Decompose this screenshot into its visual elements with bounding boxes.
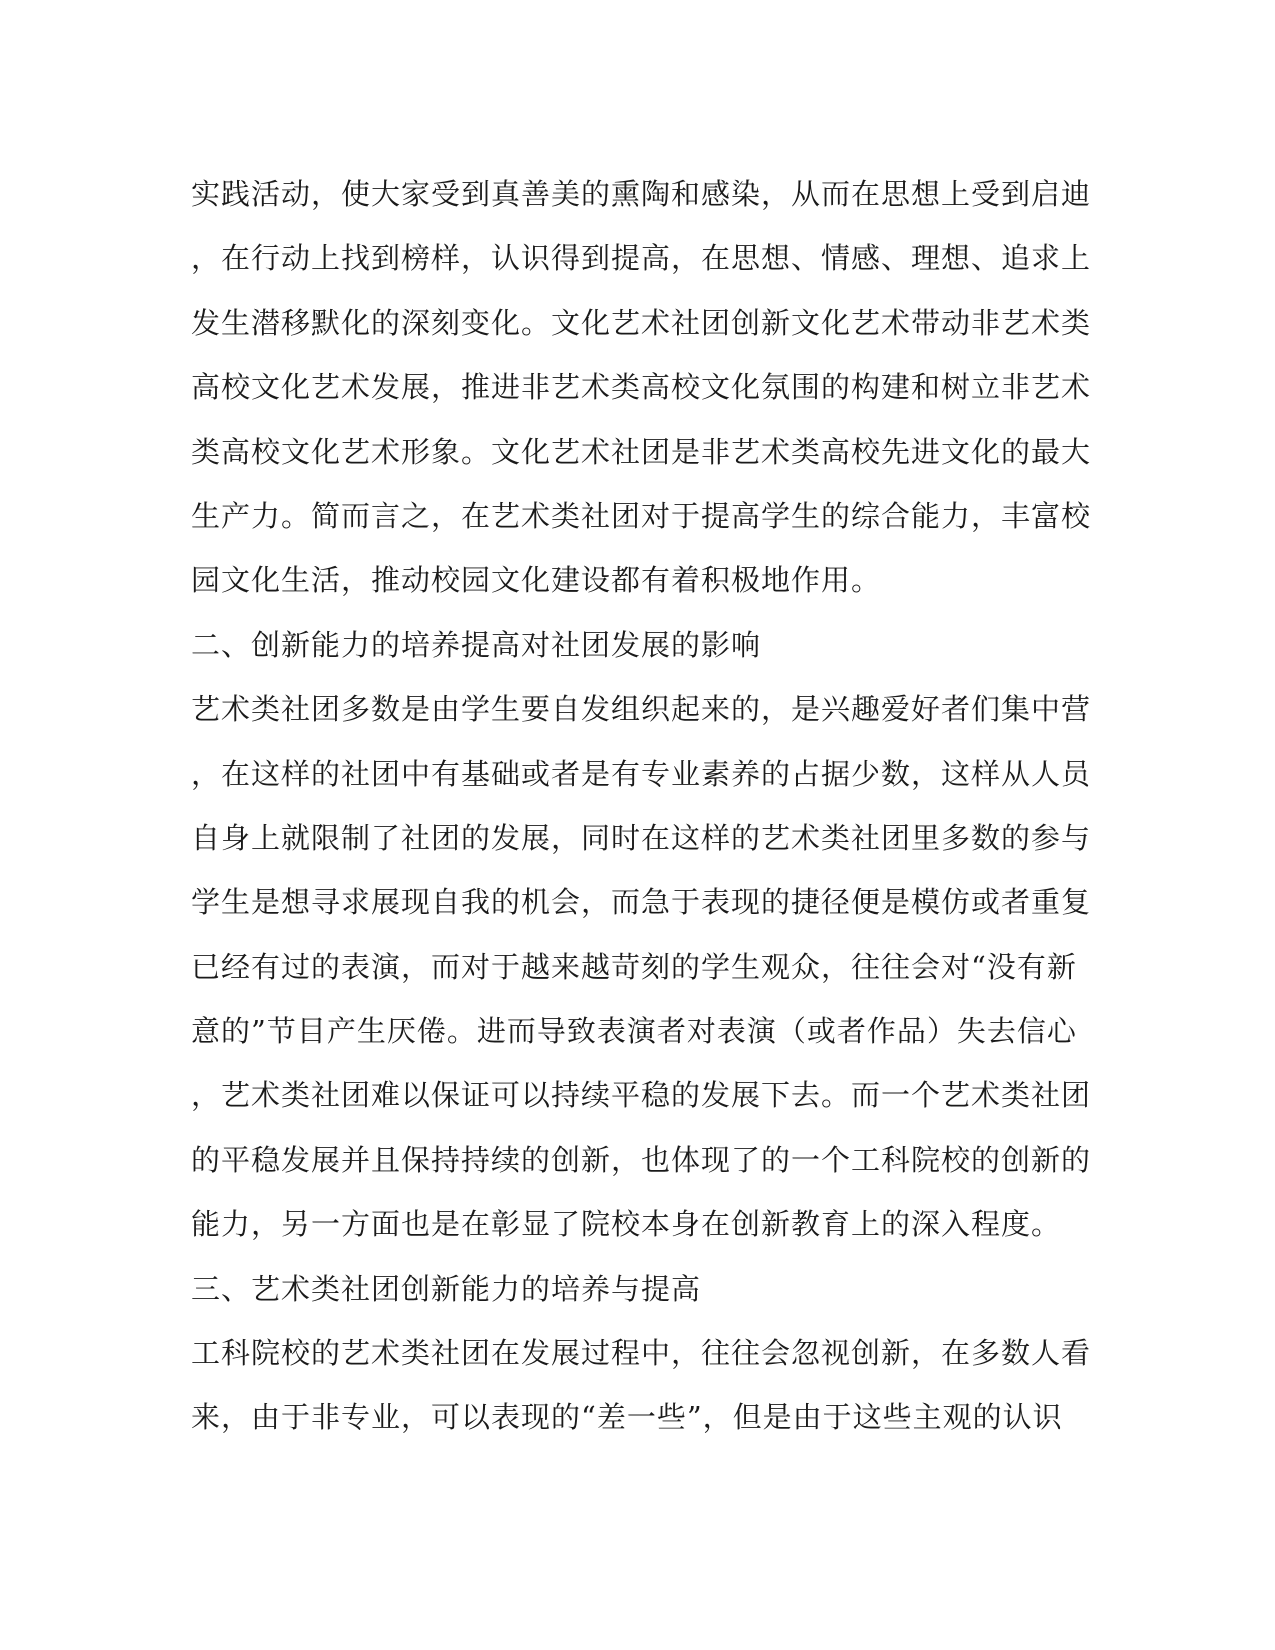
text-line: 工科院校的艺术类社团在发展过程中，往往会忽视创新，在多数人看 [191,1336,1092,1371]
text-line: 自身上就限制了社团的发展，同时在这样的艺术类社团里多数的参与 [191,820,1092,855]
text-line: 能力，另一方面也是在彰显了院校本身在创新教育上的深入程度。 [191,1207,1062,1242]
body-text [191,162,1092,1450]
text-line: 意的”节目产生厌倦。进而导致表演者对表演（或者作品）失去信心 [191,1014,1077,1049]
text-line: 生产力。简而言之，在艺术类社团对于提高学生的综合能力，丰富校 [191,498,1092,533]
text-line: 类高校文化艺术形象。文化艺术社团是非艺术类高校先进文化的最大 [191,434,1092,469]
text-line: ，艺术类社团难以保证可以持续平稳的发展下去。而一个艺术类社团 [191,1078,1092,1113]
section-heading: 三、艺术类社团创新能力的培养与提高 [191,1271,702,1306]
text-line: ，在这样的社团中有基础或者是有专业素养的占据少数，这样从人员 [191,756,1092,791]
text-line: 已经有过的表演，而对于越来越苛刻的学生观众，往往会对“没有新 [191,949,1077,984]
section-heading: 二、创新能力的培养提高对社团发展的影响 [191,627,762,662]
text-line: 高校文化艺术发展，推进非艺术类高校文化氛围的构建和树立非艺术 [191,370,1092,405]
text-line: 发生潜移默化的深刻变化。文化艺术社团创新文化艺术带动非艺术类 [191,305,1092,340]
text-line: 的平稳发展并且保持持续的创新，也体现了的一个工科院校的创新的 [191,1142,1092,1177]
text-line: 学生是想寻求展现自我的机会，而急于表现的捷径便是模仿或者重复 [191,885,1092,920]
text-line: ，在行动上找到榜样，认识得到提高，在思想、情感、理想、追求上 [191,241,1092,276]
text-line: 来，由于非专业，可以表现的“差一些”，但是由于这些主观的认识 [191,1400,1063,1435]
text-line: 艺术类社团多数是由学生要自发组织起来的，是兴趣爱好者们集中营 [191,692,1092,727]
text-line: 园文化生活，推动校园文化建设都有着积极地作用。 [191,563,882,598]
text-line: 实践活动，使大家受到真善美的熏陶和感染，从而在思想上受到启迪 [191,177,1092,211]
